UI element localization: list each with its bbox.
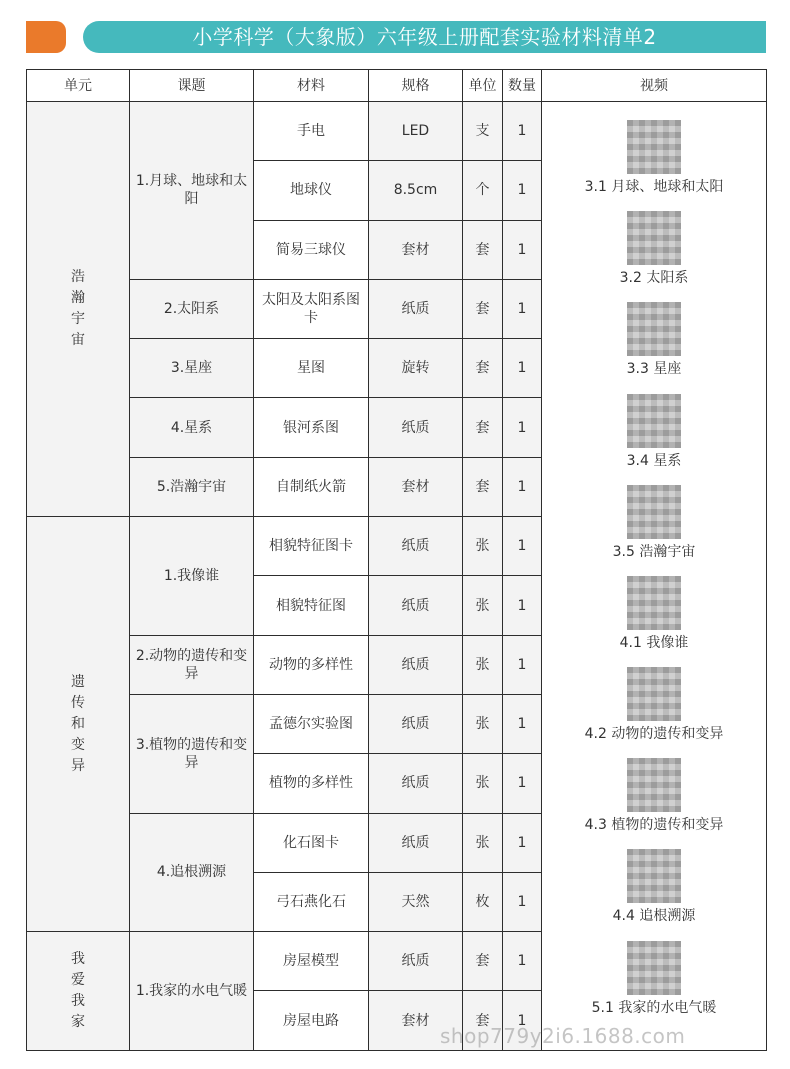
spec-cell: 纸质 [369, 398, 463, 457]
unitw-cell: 张 [463, 694, 503, 753]
topic-cell: 5.浩瀚宇宙 [130, 457, 254, 516]
qr-code-icon[interactable] [627, 485, 681, 539]
video-column [542, 102, 767, 1051]
header-spec: 规格 [369, 70, 463, 102]
material-cell: 弓石燕化石 [254, 872, 369, 931]
qr-code-icon[interactable] [627, 849, 681, 903]
header-video: 视频 [542, 70, 767, 102]
qty-cell: 1 [503, 339, 542, 398]
spec-cell: 天然 [369, 872, 463, 931]
video-label: 4.3 植物的遗传和变异 [584, 817, 724, 834]
topic-cell: 1.我像谁 [130, 517, 254, 636]
video-item[interactable] [546, 576, 762, 667]
unitw-cell: 套 [463, 932, 503, 991]
material-cell: 化石图卡 [254, 813, 369, 872]
topic-cell: 3.星座 [130, 339, 254, 398]
unitw-cell: 套 [463, 398, 503, 457]
unitw-cell: 张 [463, 517, 503, 576]
unitw-cell: 套 [463, 457, 503, 516]
qty-cell: 1 [503, 161, 542, 220]
spec-cell: 旋转 [369, 339, 463, 398]
qty-cell: 1 [503, 220, 542, 279]
material-cell: 孟德尔实验图 [254, 694, 369, 753]
qty-cell: 1 [503, 576, 542, 635]
material-cell: 动物的多样性 [254, 635, 369, 694]
unit-label: 遗传和变异 [71, 673, 85, 774]
qty-cell: 1 [503, 102, 542, 161]
unit-cell [27, 102, 130, 517]
video-label: 3.2 太阳系 [619, 270, 689, 287]
spec-cell: 纸质 [369, 754, 463, 813]
page-title: 小学科学（大象版）六年级上册配套实验材料清单2 [83, 21, 766, 53]
video-item[interactable] [546, 211, 762, 302]
unitw-cell: 套 [463, 991, 503, 1050]
video-label: 3.5 浩瀚宇宙 [612, 543, 696, 560]
material-cell: 地球仪 [254, 161, 369, 220]
material-cell: 银河系图 [254, 398, 369, 457]
header-topic: 课题 [130, 70, 254, 102]
qty-cell: 1 [503, 754, 542, 813]
video-item[interactable] [546, 120, 762, 211]
material-cell: 简易三球仪 [254, 220, 369, 279]
unitw-cell: 套 [463, 339, 503, 398]
unitw-cell: 支 [463, 102, 503, 161]
material-cell: 相貌特征图 [254, 576, 369, 635]
material-cell: 相貌特征图卡 [254, 517, 369, 576]
qty-cell: 1 [503, 398, 542, 457]
video-label: 3.1 月球、地球和太阳 [584, 178, 724, 195]
qr-code-icon[interactable] [627, 941, 681, 995]
topic-cell: 4.追根溯源 [130, 813, 254, 932]
spec-cell: 纸质 [369, 932, 463, 991]
unitw-cell: 张 [463, 813, 503, 872]
material-cell: 手电 [254, 102, 369, 161]
topic-cell: 4.星系 [130, 398, 254, 457]
unitw-cell: 张 [463, 635, 503, 694]
spec-cell: LED [369, 102, 463, 161]
qr-code-icon[interactable] [627, 302, 681, 356]
header-qty: 数量 [503, 70, 542, 102]
qty-cell: 1 [503, 991, 542, 1050]
unit-cell [27, 517, 130, 932]
qty-cell: 1 [503, 517, 542, 576]
video-label: 3.3 星座 [626, 361, 682, 378]
spec-cell: 纸质 [369, 635, 463, 694]
material-cell: 自制纸火箭 [254, 457, 369, 516]
unit-label: 我爱我家 [71, 950, 85, 1030]
material-cell: 太阳及太阳系图卡 [254, 279, 369, 338]
unit-cell [27, 932, 130, 1051]
video-item[interactable] [546, 941, 762, 1032]
header-unit: 单元 [27, 70, 130, 102]
material-cell: 植物的多样性 [254, 754, 369, 813]
spec-cell: 套材 [369, 220, 463, 279]
material-cell: 房屋模型 [254, 932, 369, 991]
topic-cell: 2.动物的遗传和变异 [130, 635, 254, 694]
video-label: 4.1 我像谁 [619, 634, 689, 651]
video-item[interactable] [546, 485, 762, 576]
material-cell: 星图 [254, 339, 369, 398]
topic-cell: 1.我家的水电气暖 [130, 932, 254, 1051]
watermark: shop779y2i6.1688.com [440, 1024, 686, 1048]
spec-cell: 套材 [369, 991, 463, 1050]
material-cell: 房屋电路 [254, 991, 369, 1050]
qty-cell: 1 [503, 694, 542, 753]
qty-cell: 1 [503, 813, 542, 872]
header-material: 材料 [254, 70, 369, 102]
video-label: 4.2 动物的遗传和变异 [584, 726, 724, 743]
qr-code-icon[interactable] [627, 120, 681, 174]
video-item[interactable] [546, 849, 762, 940]
video-label: 3.4 星系 [626, 452, 682, 469]
unitw-cell: 个 [463, 161, 503, 220]
table-header-row [27, 70, 767, 102]
unit-label: 浩瀚宇宙 [71, 269, 85, 349]
topic-cell: 1.月球、地球和太阳 [130, 102, 254, 280]
qty-cell: 1 [503, 279, 542, 338]
topic-cell: 2.太阳系 [130, 279, 254, 338]
table-row [27, 102, 767, 161]
spec-cell: 纸质 [369, 279, 463, 338]
qty-cell: 1 [503, 635, 542, 694]
video-item[interactable] [546, 667, 762, 758]
spec-cell: 套材 [369, 457, 463, 516]
unitw-cell: 套 [463, 279, 503, 338]
unitw-cell: 套 [463, 220, 503, 279]
unitw-cell: 枚 [463, 872, 503, 931]
qty-cell: 1 [503, 932, 542, 991]
spec-cell: 纸质 [369, 813, 463, 872]
video-item[interactable] [546, 758, 762, 849]
qr-code-icon[interactable] [627, 576, 681, 630]
video-item[interactable] [546, 394, 762, 485]
materials-table [26, 69, 767, 1051]
spec-cell: 纸质 [369, 517, 463, 576]
qr-code-icon[interactable] [627, 394, 681, 448]
qty-cell: 1 [503, 457, 542, 516]
video-item[interactable] [546, 302, 762, 393]
video-label: 5.1 我家的水电气暖 [591, 999, 717, 1016]
spec-cell: 纸质 [369, 694, 463, 753]
qr-code-icon[interactable] [627, 758, 681, 812]
orange-tab-decoration [26, 21, 66, 53]
qr-code-icon[interactable] [627, 211, 681, 265]
unitw-cell: 张 [463, 576, 503, 635]
qty-cell: 1 [503, 872, 542, 931]
header-unitw: 单位 [463, 70, 503, 102]
unitw-cell: 张 [463, 754, 503, 813]
qr-code-icon[interactable] [627, 667, 681, 721]
spec-cell: 纸质 [369, 576, 463, 635]
topic-cell: 3.植物的遗传和变异 [130, 694, 254, 813]
video-label: 4.4 追根溯源 [612, 908, 696, 925]
spec-cell: 8.5cm [369, 161, 463, 220]
